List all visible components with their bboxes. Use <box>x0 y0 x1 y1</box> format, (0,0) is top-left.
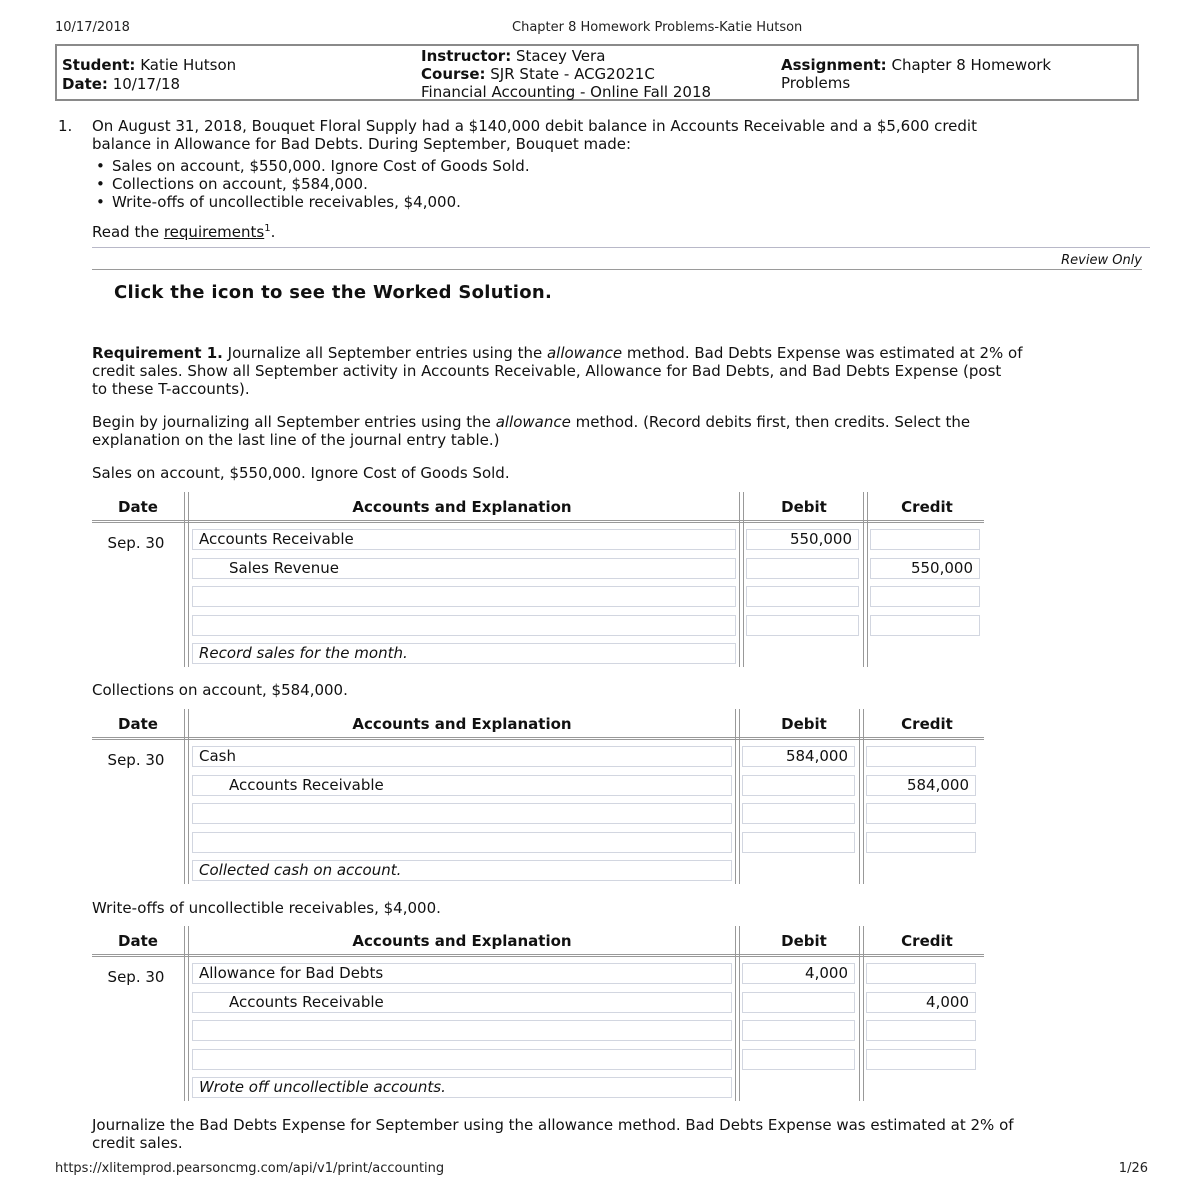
course-line2: Financial Accounting - Online Fall 2018 <box>421 83 712 101</box>
account-field[interactable]: Accounts Receivable <box>192 775 732 796</box>
entry-date: Sep. 30 <box>107 751 165 769</box>
debit-field[interactable]: 550,000 <box>746 529 859 550</box>
credit-field[interactable] <box>866 1049 976 1070</box>
credit-field[interactable] <box>866 963 976 984</box>
footer-url: https://xlitemprod.pearsoncmg.com/api/v1/print/accounting <box>55 1161 445 1176</box>
column-divider <box>184 926 189 1101</box>
credit-field[interactable]: 4,000 <box>866 992 976 1013</box>
credit-field[interactable] <box>866 832 976 853</box>
account-field[interactable] <box>192 803 732 824</box>
journal-caption: Sales on account, $550,000. Ignore Cost of Goods Sold. <box>92 464 510 482</box>
col-date: Date <box>118 932 158 950</box>
col-credit: Credit <box>901 715 953 733</box>
col-debit: Debit <box>781 715 827 733</box>
col-credit: Credit <box>901 932 953 950</box>
explanation-field[interactable]: Record sales for the month. <box>192 643 736 664</box>
column-divider <box>184 709 189 884</box>
column-divider <box>859 709 864 884</box>
journal-table <box>92 492 984 667</box>
print-title: Chapter 8 Homework Problems-Katie Hutson <box>512 20 803 35</box>
credit-field[interactable] <box>866 1020 976 1041</box>
print-date: 10/17/2018 <box>55 20 130 35</box>
requirement-line-1: Requirement 1. Journalize all September entries using the allowance method. Bad Debts Expense was estimated at 2% of <box>92 344 1023 362</box>
column-divider <box>735 709 740 884</box>
page-number: 1/26 <box>1118 1161 1148 1176</box>
instruction-line-2: explanation on the last line of the journal entry table.) <box>92 431 500 449</box>
bullet-item: • Collections on account, $584,000. <box>96 175 368 193</box>
col-accounts: Accounts and Explanation <box>352 715 572 733</box>
credit-field[interactable] <box>870 529 980 550</box>
debit-field[interactable]: 584,000 <box>742 746 855 767</box>
debit-field[interactable] <box>746 558 859 579</box>
account-field[interactable] <box>192 615 736 636</box>
date-value: 10/17/18 <box>112 75 181 93</box>
col-date: Date <box>118 715 158 733</box>
credit-field[interactable]: 550,000 <box>870 558 980 579</box>
col-accounts: Accounts and Explanation <box>352 932 572 950</box>
account-field[interactable]: Accounts Receivable <box>192 529 736 550</box>
journal-table <box>92 709 984 884</box>
instructor-name: Stacey Vera <box>515 47 606 65</box>
credit-field[interactable]: 584,000 <box>866 775 976 796</box>
date-label: Date: <box>62 75 108 93</box>
account-field[interactable]: Accounts Receivable <box>192 992 732 1013</box>
problem-number: 1. <box>58 117 73 135</box>
column-divider <box>859 926 864 1101</box>
account-field[interactable] <box>192 586 736 607</box>
debit-field[interactable] <box>746 615 859 636</box>
divider <box>92 269 1142 270</box>
explanation-field[interactable]: Collected cash on account. <box>192 860 732 881</box>
explanation-field[interactable]: Wrote off uncollectible accounts. <box>192 1077 732 1098</box>
account-field[interactable] <box>192 832 732 853</box>
assignment-header <box>55 44 1139 101</box>
credit-field[interactable] <box>866 803 976 824</box>
assignment-line2: Problems <box>781 74 851 92</box>
student-label: Student: <box>62 56 136 74</box>
worked-solution-prompt[interactable]: Click the icon to see the Worked Solution. <box>114 282 553 303</box>
account-field[interactable]: Sales Revenue <box>192 558 736 579</box>
problem-intro-1: On August 31, 2018, Bouquet Floral Supply had a $140,000 debit balance in Accounts Receivable and a $5,600 credit <box>92 117 977 135</box>
column-divider <box>739 492 744 667</box>
column-divider <box>735 926 740 1101</box>
read-requirements: Read the requirements$^1$. <box>92 223 276 241</box>
problem-intro-2: balance in Allowance for Bad Debts. During September, Bouquet made: <box>92 135 632 153</box>
bullet-item: • Sales on account, $550,000. Ignore Cost of Goods Sold. <box>96 157 530 175</box>
debit-field[interactable] <box>742 832 855 853</box>
credit-field[interactable] <box>870 615 980 636</box>
debit-field[interactable] <box>746 586 859 607</box>
debit-field[interactable] <box>742 992 855 1013</box>
entry-date: Sep. 30 <box>107 968 165 986</box>
requirement-line-2: credit sales. Show all September activity in Accounts Receivable, Allowance for Bad Debts, and Bad Debts Expense (post <box>92 362 1002 380</box>
debit-field[interactable] <box>742 1049 855 1070</box>
final-text-1: Journalize the Bad Debts Expense for September using the allowance method. Bad Debts Expense was estimated at 2% of <box>92 1116 1014 1134</box>
account-field[interactable] <box>192 1049 732 1070</box>
debit-field[interactable] <box>742 803 855 824</box>
col-credit: Credit <box>901 498 953 516</box>
entry-date: Sep. 30 <box>107 534 165 552</box>
credit-field[interactable] <box>870 586 980 607</box>
account-field[interactable] <box>192 1020 732 1041</box>
journal-caption: Collections on account, $584,000. <box>92 681 348 699</box>
debit-field[interactable] <box>742 775 855 796</box>
debit-field[interactable]: 4,000 <box>742 963 855 984</box>
student-name: Katie Hutson <box>140 56 237 74</box>
col-accounts: Accounts and Explanation <box>352 498 572 516</box>
instruction-line-1: Begin by journalizing all September entries using the allowance method. (Record debits first, then credits. Select the <box>92 413 971 431</box>
credit-field[interactable] <box>866 746 976 767</box>
col-date: Date <box>118 498 158 516</box>
review-only-label: Review Only <box>1061 253 1142 268</box>
instructor-label: Instructor: <box>421 47 512 65</box>
requirement-line-3: to these T-accounts). <box>92 380 250 398</box>
col-debit: Debit <box>781 932 827 950</box>
bullet-item: • Write-offs of uncollectible receivables, $4,000. <box>96 193 461 211</box>
column-divider <box>863 492 868 667</box>
col-debit: Debit <box>781 498 827 516</box>
requirements-link[interactable]: requirements <box>163 223 265 241</box>
journal-table <box>92 926 984 1101</box>
account-field[interactable]: Allowance for Bad Debts <box>192 963 732 984</box>
debit-field[interactable] <box>742 1020 855 1041</box>
column-divider <box>184 492 189 667</box>
course-label: Course: <box>421 65 486 83</box>
divider <box>92 247 1150 248</box>
assignment-value: Chapter 8 Homework <box>891 56 1052 74</box>
journal-caption: Write-offs of uncollectible receivables, $4,000. <box>92 899 441 917</box>
assignment-label: Assignment: <box>781 56 887 74</box>
course-value: SJR State - ACG2021C <box>490 65 655 83</box>
account-field[interactable]: Cash <box>192 746 732 767</box>
final-text-2: credit sales. <box>92 1134 183 1152</box>
